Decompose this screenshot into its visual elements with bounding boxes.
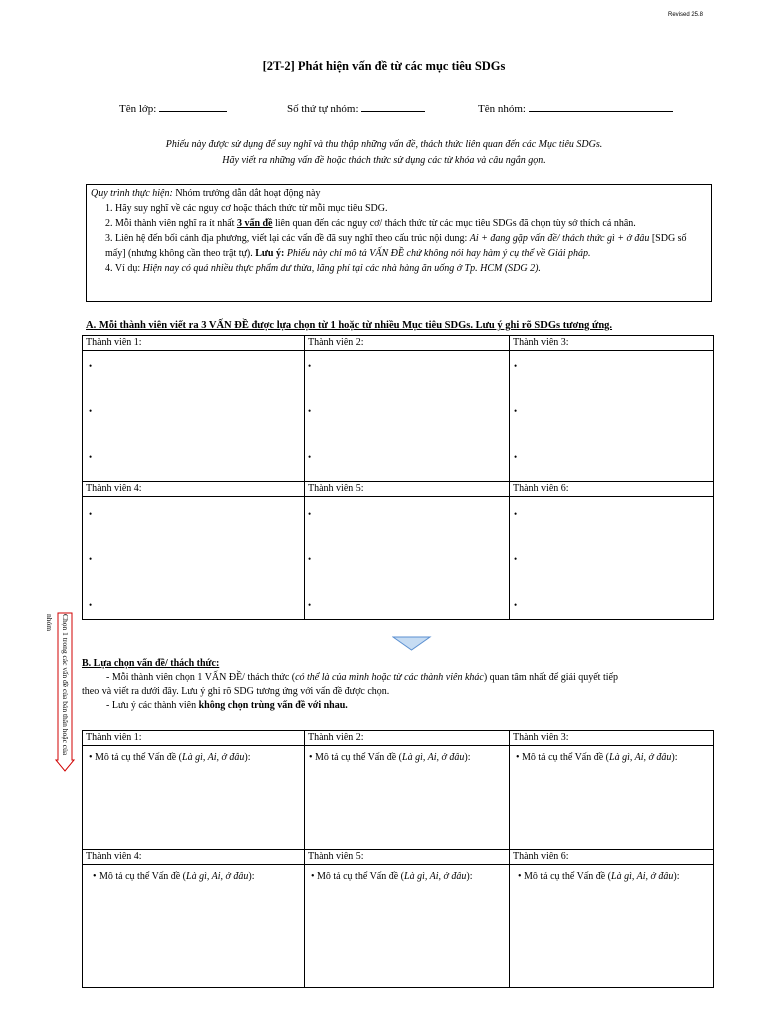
section-b-line-2: theo và viết ra dưới đây. Lưu ý ghi rõ SDG tương ứng với vấn đề được chọn. [82, 686, 390, 697]
bullet: • [308, 361, 312, 371]
member-4-cell[interactable] [83, 497, 305, 620]
member-1-cell[interactable] [83, 351, 305, 482]
member-3-header: Thành viên 3: [510, 336, 714, 351]
bullet: • [514, 554, 518, 564]
b-member-4-cell[interactable] [83, 865, 305, 988]
section-b-intro [82, 657, 712, 713]
group-name-label: Tên nhóm: [478, 103, 526, 115]
problem-description-prompt: • Mô tả cụ thể Vấn đề (Là gì, Ai, ở đâu): [518, 871, 680, 882]
bullet: • [514, 452, 518, 462]
member-6-cell[interactable] [510, 497, 714, 620]
section-a-table [82, 335, 714, 620]
b-member-2-header: Thành viên 2: [305, 731, 510, 746]
member-1-header: Thành viên 1: [83, 336, 305, 351]
process-box [86, 184, 712, 302]
section-b-line-3: - Lưu ý các thành viên không chọn trùng vấn đề với nhau. [106, 700, 348, 711]
section-b-table [82, 730, 714, 988]
section-a-title: A. Mỗi thành viên viết ra 3 VẤN ĐỀ được lựa chọn từ 1 hoặc từ nhiều Mục tiêu SDGs. Lưu ý ghi rõ SDGs tương ứng. [86, 320, 613, 331]
problem-description-prompt: • Mô tả cụ thể Vấn đề (Là gì, Ai, ở đâu): [516, 752, 678, 763]
problem-description-prompt: • Mô tả cụ thể Vấn đề (Là gì, Ai, ở đâu): [89, 752, 251, 763]
problem-description-prompt: • Mô tả cụ thể Vấn đề (Là gì, Ai, ở đâu): [93, 871, 255, 882]
class-field[interactable] [119, 101, 227, 115]
process-heading: Quy trình thực hiện: Nhóm trưởng dẫn dắt hoạt động này [91, 188, 321, 199]
bullet: • [308, 509, 312, 519]
bullet: • [514, 406, 518, 416]
bullet: • [89, 406, 93, 416]
bullet: • [514, 361, 518, 371]
intro-line-1: Phiếu này được sử dụng để suy nghĩ và thu thập những vấn đề, thách thức liên quan đến các Mục tiêu SDGs. [165, 139, 603, 150]
bullet: • [308, 406, 312, 416]
b-member-6-header: Thành viên 6: [510, 850, 714, 865]
b-member-5-cell[interactable] [305, 865, 510, 988]
bullet: • [308, 600, 312, 610]
process-step-1: 1. Hãy suy nghĩ về các nguy cơ hoặc thách thức từ mỗi mục tiêu SDG. [105, 203, 388, 214]
revision-label: Revised 25.8 [668, 12, 704, 18]
group-number-label: Số thứ tự nhóm: [287, 103, 359, 115]
process-step-3: 3. Liên hệ đến bối cảnh địa phương, viết lại các vấn đề đã suy nghĩ theo cấu trúc nội dung: Ai + đang gặp vấn đề/ thách thức gì + ở đâu [SDG số mấy] (nhưng không cần theo trật tự). Lưu ý: Phiếu này chỉ mô tả VẤN ĐỀ chứ không nói hay hàm ý cụ thể về Giải pháp. [105, 233, 687, 259]
b-member-6-cell[interactable] [510, 865, 714, 988]
b-member-4-header: Thành viên 4: [83, 850, 305, 865]
side-note: Chọn 1 trong các vấn đề của bản thân hoặc của nhóm [45, 614, 70, 756]
problem-description-prompt: • Mô tả cụ thể Vấn đề (Là gì, Ai, ở đâu): [309, 752, 471, 763]
intro-line-2: Hãy viết ra những vấn đề hoặc thách thức sử dụng các từ khóa và câu ngắn gọn. [222, 155, 546, 166]
bullet: • [89, 509, 93, 519]
b-member-5-header: Thành viên 5: [305, 850, 510, 865]
section-b-line-1: - Mỗi thành viên chọn 1 VẤN ĐỀ/ thách thức (có thể là của mình hoặc từ các thành viên khác) quan tâm nhất để giải quyết tiếp [106, 672, 618, 683]
bullet: • [89, 600, 93, 610]
member-2-header: Thành viên 2: [305, 336, 510, 351]
member-2-cell[interactable] [305, 351, 510, 482]
problem-description-prompt: • Mô tả cụ thể Vấn đề (Là gì, Ai, ở đâu): [311, 871, 473, 882]
section-b-title: B. Lựa chọn vấn đề/ thách thức: [82, 658, 220, 669]
member-4-header: Thành viên 4: [83, 482, 305, 497]
intro-text [0, 137, 768, 169]
group-name-field[interactable] [478, 101, 673, 115]
bullet: • [89, 554, 93, 564]
process-step-4: 4. Ví dụ: Hiện nay có quá nhiều thực phẩm dư thừa, lãng phí tại các nhà hàng ăn uống ở Tp. HCM (SDG 2). [105, 263, 541, 274]
page-title: [2T-2] Phát hiện vấn đề từ các mục tiêu SDGs [262, 59, 506, 73]
member-5-cell[interactable] [305, 497, 510, 620]
bullet: • [308, 554, 312, 564]
down-arrow-icon [392, 636, 432, 652]
process-step-2: 2. Mỗi thành viên nghĩ ra ít nhất 3 vấn đề liên quan đến các nguy cơ/ thách thức từ các mục tiêu SDGs đã chọn tùy sở thích cá nhân. [105, 218, 636, 229]
b-member-3-header: Thành viên 3: [510, 731, 714, 746]
member-5-header: Thành viên 5: [305, 482, 510, 497]
member-3-cell[interactable] [510, 351, 714, 482]
bullet: • [514, 509, 518, 519]
group-number-field[interactable] [287, 101, 425, 115]
bullet: • [89, 452, 93, 462]
class-label: Tên lớp: [119, 103, 157, 115]
bullet: • [308, 452, 312, 462]
member-6-header: Thành viên 6: [510, 482, 714, 497]
b-member-1-header: Thành viên 1: [83, 731, 305, 746]
bullet: • [514, 600, 518, 610]
bullet: • [89, 361, 93, 371]
